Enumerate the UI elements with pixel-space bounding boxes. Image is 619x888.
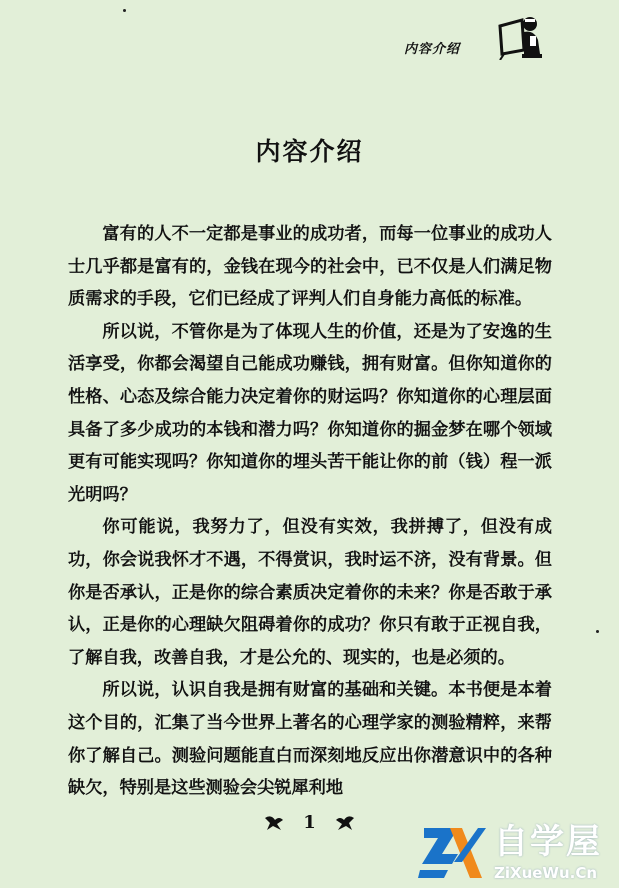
running-header: 内容介绍 [404,42,461,57]
reading-figure-illustration [494,14,544,60]
watermark-url: ZiXueWu.Cn [494,864,598,882]
watermark-name: 自学屋 [494,822,602,862]
zx-logo-icon [418,820,488,886]
paragraph: 富有的人不一定都是事业的成功者，而每一位事业的成功人士几乎都是富有的，金钱在现今的社会中，已不仅是人们满足物质需求的手段，它们已经成了评判人们自身能力高低的标准。 [68,224,552,310]
page-number: 1 [303,812,316,833]
paragraph: 所以说，认识自我是拥有财富的基础和关键。本书便是本着这个目的，汇集了当今世界上著名的心理学家的测验精粹，来帮你了解自己。测验问题能直白而深刻地反应出你潜意识中的各种缺欠，特别是这些测验会尖锐犀利地 [68,680,552,799]
scan-speck [123,9,126,12]
paragraph: 所以说，不管你是为了体现人生的价值，还是为了安逸的生活享受，你都会渴望自己能成功赚钱，拥有财富。但你知道你的性格、心态及综合能力决定着你的财运吗？你知道你的心理层面具备了多少成功的本钱和潜力吗？你知道你的掘金梦在哪个领域更有可能实现吗？你知道你的埋头苦干能让你的前（钱）程一派光明吗？ [68,321,552,505]
right-ornament-icon [334,814,356,832]
site-watermark [412,814,619,888]
left-ornament-icon [263,814,285,832]
paragraph: 你可能说，我努力了，但没有实效，我拼搏了，但没有成功，你会说我怀才不遇，不得赏识，我时运不济，没有背景。但你是否承认，正是你的综合素质决定着你的未来？你是否敢于承认，正是你的心理缺欠阻碍着你的成功？你只有敢于正视自我，了解自我，改善自我，才是公允的、现实的，也是必须的。 [68,517,552,668]
body-text [68,218,552,805]
scan-speck [596,630,599,633]
page-title: 内容介绍 [255,137,364,166]
